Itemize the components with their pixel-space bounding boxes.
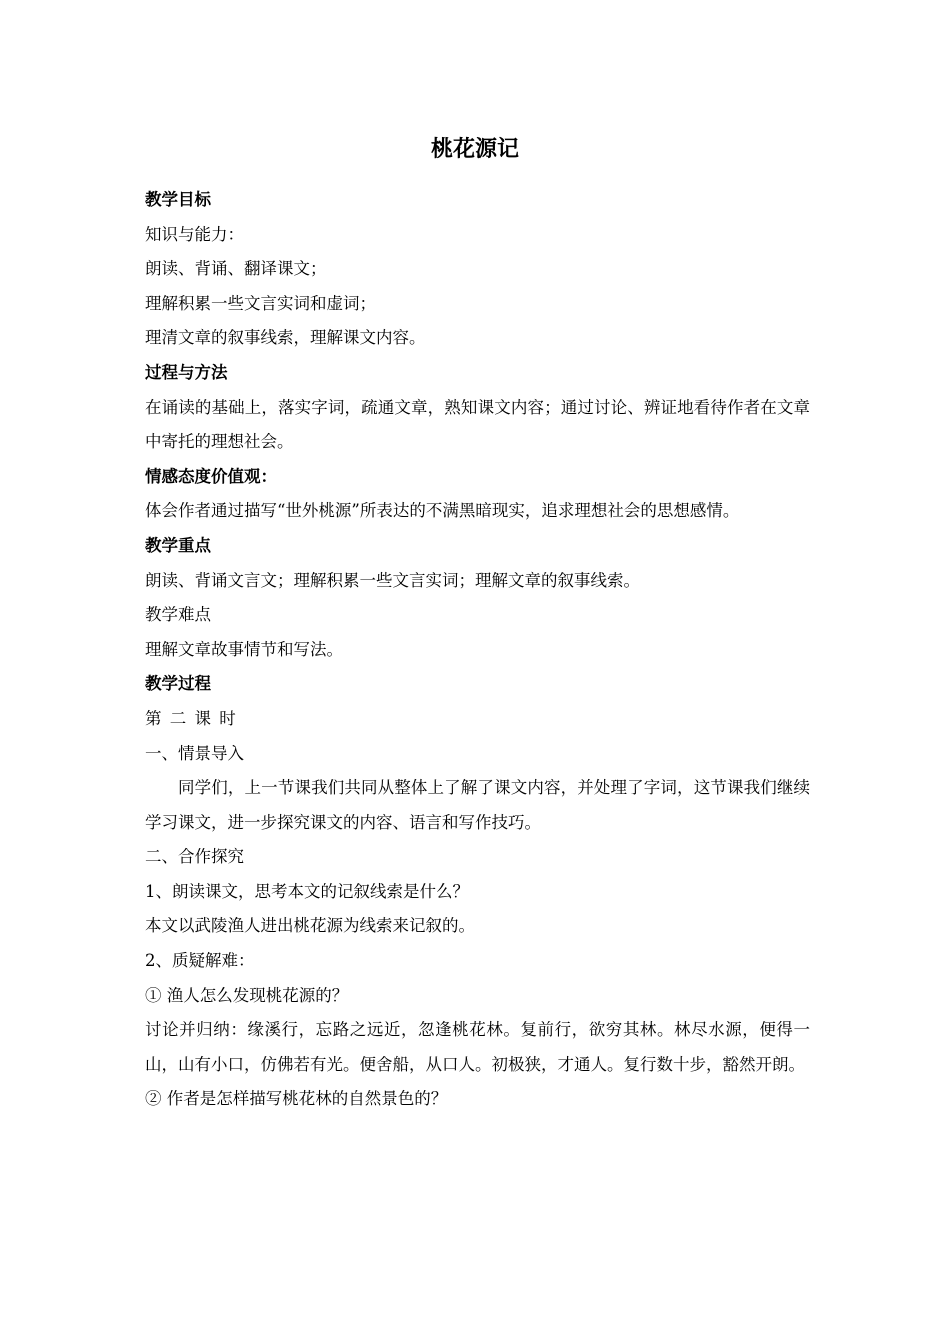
question-2a: ① 渔人怎么发现桃花源的？ [145, 985, 349, 1005]
goal-item-2: 理解积累一些文言实词和虚词； [145, 293, 376, 313]
difficulties-text: 理解文章故事情节和写法。 [145, 639, 343, 659]
paragraph-process-method: 在诵读的基础上，落实字词，疏通文章，熟知课文内容；通过讨论、辨证地看待作者在文章中寄托的理想社会。 [145, 397, 810, 452]
question-2b: ② 作者是怎样描写桃花林的自然景色的？ [145, 1089, 448, 1109]
answer-2a: 讨论并归纳：缘溪行，忘路之远近，忽逢桃花林。复前行，欲穷其林。林尽水源，便得一山，山有小口，仿佛若有光。便舍船，从口人。初极狭，才通人。复行数十步，豁然开朗。 [145, 1020, 810, 1074]
heading-teaching-goals: 教学目标 [145, 190, 211, 209]
subheading-knowledge-ability: 知识与能力： [145, 224, 244, 244]
heading-key-points: 教学重点 [145, 535, 211, 555]
goal-item-1: 朗读、背诵、翻译课文； [145, 259, 327, 279]
question-1: 1、朗读课文，思考本文的记叙线索是什么？ [145, 881, 469, 901]
goal-item-3: 理清文章的叙事线索，理解课文内容。 [145, 328, 426, 348]
document-title: 桃花源记 [430, 137, 519, 162]
heading-teaching-procedure: 教学过程 [145, 674, 211, 694]
paragraph-introduction: 同学们，上一节课我们共同从整体上了解了课文内容，并处理了字词，这节课我们继续学习课文，进一步探究课文的内容、语言和写作技巧。 [145, 778, 810, 832]
heading-emotion-values: 情感态度价值观： [145, 466, 277, 486]
key-points-text: 朗读、背诵文言文；理解积累一些文言实词；理解文章的叙事线索。 [145, 570, 640, 590]
document-body [145, 183, 810, 1117]
section-2-title: 二、合作探究 [145, 847, 244, 867]
section-1-title: 一、情景导入 [145, 743, 244, 763]
heading-process-method: 过程与方法 [145, 362, 228, 382]
subheading-difficulties: 教学难点 [145, 605, 211, 625]
question-2: 2、质疑解难： [145, 951, 255, 971]
paragraph-emotion-values: 体会作者通过描写“世外桃源”所表达的不满黑暗现实，追求理想社会的思想感情。 [145, 501, 740, 521]
lesson-number: 第二课时 [145, 708, 244, 728]
answer-1: 本文以武陵渔人进出桃花源为线索来记叙的。 [145, 916, 475, 936]
